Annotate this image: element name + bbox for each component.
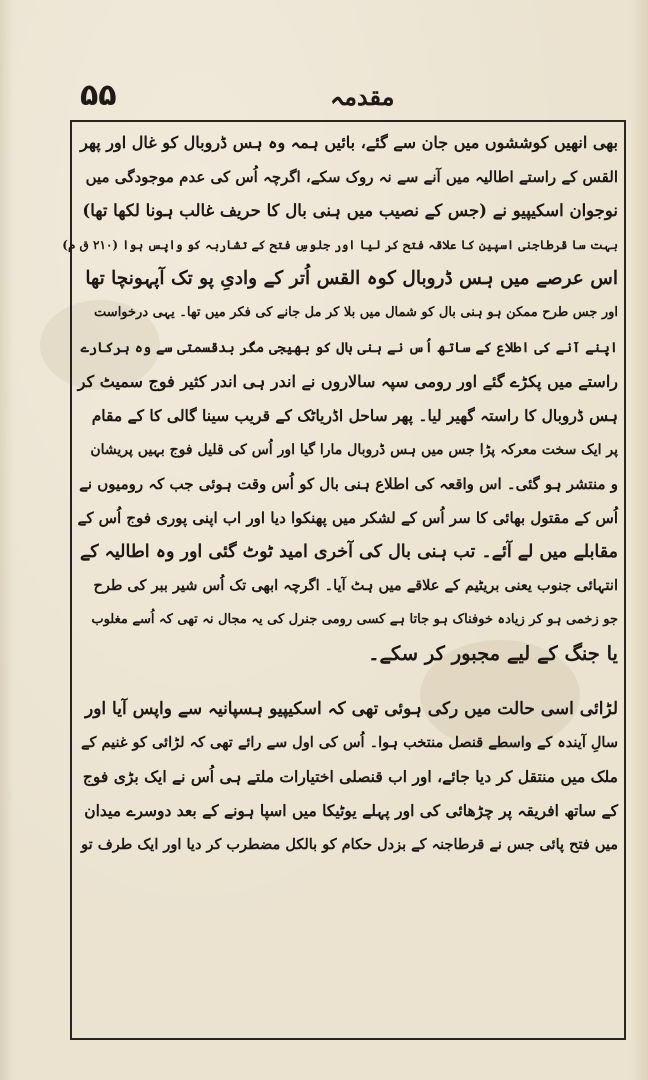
text-line: لڑائی اسی حالت میں رکی ہوئی تھی کہ اسکیپیو ہسپانیہ سے واپس آیا اور — [84, 698, 618, 719]
text-line: یا جنگ کے لیے مجبور کر سکے۔ — [368, 642, 618, 666]
text-line: و منتشر ہو گئی۔ اس واقعہ کی اطلاع ہنی بال کو اُس وقت ہوئی جب کہ رومیوں نے — [79, 474, 618, 493]
running-head: مقدمہ — [330, 82, 395, 111]
text-line: انتہائی جنوب یعنی بریٹیم کے علاقے میں ہٹ آیا۔ اگرچہ ابھی تک اُس شیر ببر کی طرح — [93, 577, 618, 595]
text-line: اس عرصے میں ہس ڈروبال کوہ القس اُتر کے وادیِ پو تک آپہونچا تھا — [85, 268, 618, 290]
text-line: ہس ڈروبال کا راستہ گھیر لیا۔ پھر ساحل اڈریاٹک کے قریب سینا گالی کا کے مقام — [91, 405, 618, 425]
text-line: اپنے آنے کی اطلاع کے ساتھ اُس نے ہنی بال کو بھیجی مگر بدقسمتی سے وہ ہرکارے — [80, 339, 618, 356]
body-text — [62, 126, 618, 862]
text-line: اور جس طرح ممکن ہو ہنی بال کو شمال میں بلا کر مل جانے کی فکر میں تھا۔ یہی درخواست — [94, 305, 618, 321]
page-header — [70, 78, 630, 118]
text-line: جو زخمی ہو کر زیادہ خوفناک ہو جاتا ہے کسی رومی جنرل کی یہ مجال نہ تھی کہ اُسے مغلوب — [91, 612, 618, 628]
text-line: ملک میں منتقل کر دیا جائے، اور اب قنصلی اختیارات ملتے ہی اُس نے ایک بڑی فوج — [82, 766, 618, 786]
text-line: بھی انھیں کوششوں میں جان سے گئے، بائیں ہمہ وہ ہس ڈروبال کو غال اور پھر — [80, 133, 618, 152]
text-line: میں فتح پائی جس نے قرطاجنہ کے بزدل حکام کو بالکل مضطرب کر دیا اور ایک طرف تو — [81, 835, 618, 853]
paragraph-gap — [78, 672, 618, 692]
page-number: ۵۵ — [80, 78, 117, 113]
text-line: پر ایک سخت معرکہ پڑا جس میں ہس ڈروبال مارا گیا اور اُس کی قلیل فوج بہیں پریشان — [90, 441, 618, 458]
text-line: اُس کے مقتول بھائی کا سر اُس کے لشکر میں پھنکوا دیا اور اب اپنی پوری فوج اُس کے — [77, 509, 618, 528]
text-line: القس کے راستے اطالیہ میں آنے سے نہ روک سکے، اگرچہ اُس کی عدم موجودگی میں — [85, 168, 618, 187]
text-line: سالِ آیندہ کے واسطے قنصل منتخب ہوا۔ اُس کی اول سے رائے تھی کہ لڑائی کو غنیم کے — [81, 733, 618, 751]
text-line: کے ساتھ افریقہ پر چڑھائی کی اور پہلے یوٹیکا میں اسپا ہونے کے بعد دوسرے میدان — [84, 800, 618, 820]
text-line: مقابلے میں لے آئے۔ تب ہنی بال کی آخری امید ٹوٹ گئی اور وہ اطالیہ کے — [79, 542, 618, 563]
text-line: بہت سا قرطاجنی اسپین کا علاقہ فتح کر لیا اور جلوسِ فتح کے تشاربہ کو واپس ہوا (۲۱۰ ق م) — [62, 238, 618, 253]
text-line: نوجوان اسکیپیو نے (جس کے نصیب میں ہنی بال کا حریف غالب ہونا لکھا تھا) — [82, 201, 618, 221]
text-line: راستے میں پکڑے گئے اور رومی سپہ سالاروں نے اندر ہی اندر کثیر فوج سمیٹ کر — [77, 371, 618, 391]
